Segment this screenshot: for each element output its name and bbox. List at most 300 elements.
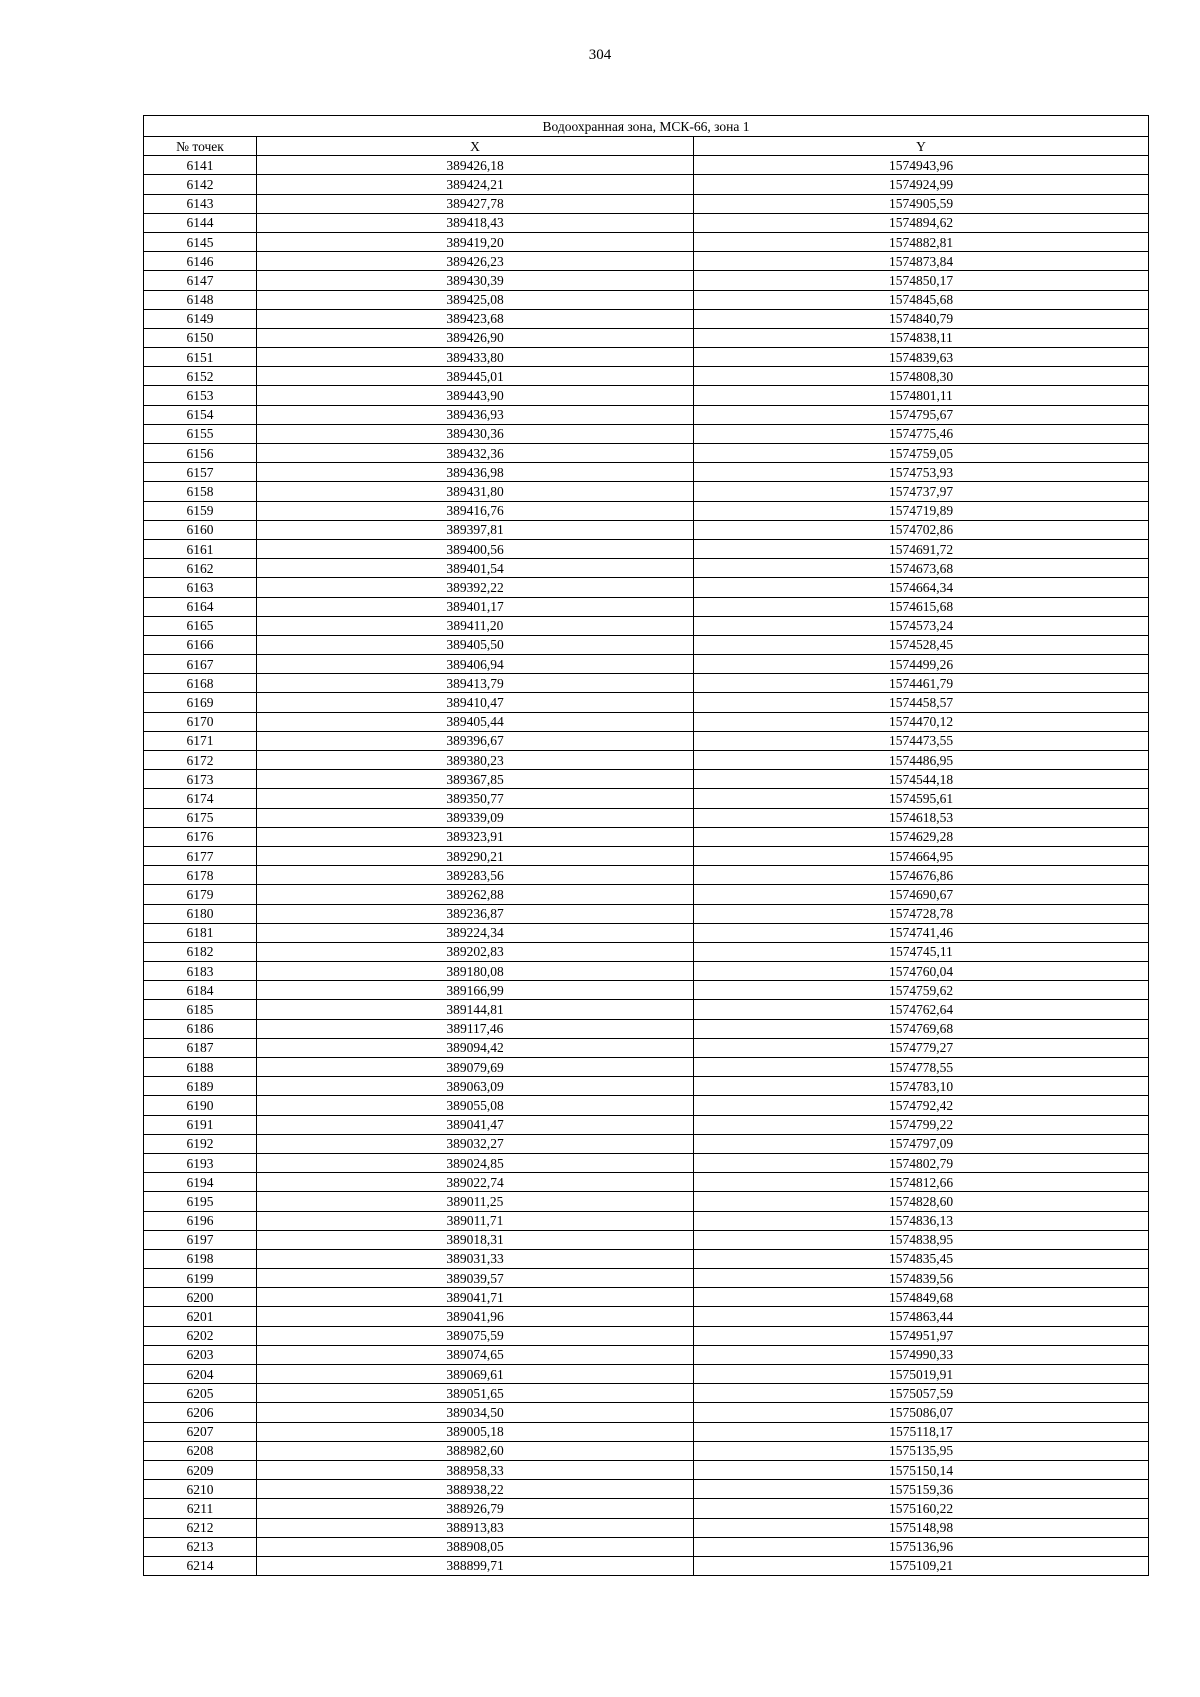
cell-x: 389041,47 [257,1115,694,1134]
table-row [144,1077,1149,1096]
cell-point-number: 6209 [144,1460,257,1479]
cell-x: 389426,18 [257,156,694,175]
cell-y: 1574573,24 [694,616,1149,635]
cell-y: 1575136,96 [694,1537,1149,1556]
cell-y: 1575057,59 [694,1384,1149,1403]
cell-point-number: 6178 [144,866,257,885]
cell-y: 1574835,45 [694,1249,1149,1268]
cell-x: 389401,54 [257,559,694,578]
cell-x: 388938,22 [257,1480,694,1499]
cell-x: 389436,98 [257,463,694,482]
cell-y: 1574799,22 [694,1115,1149,1134]
cell-y: 1574801,11 [694,386,1149,405]
cell-point-number: 6207 [144,1422,257,1441]
cell-y: 1574615,68 [694,597,1149,616]
table-row [144,156,1149,175]
cell-y: 1574499,26 [694,655,1149,674]
cell-point-number: 6143 [144,194,257,213]
cell-point-number: 6212 [144,1518,257,1537]
cell-y: 1574470,12 [694,712,1149,731]
cell-y: 1574838,11 [694,328,1149,347]
cell-point-number: 6157 [144,463,257,482]
cell-point-number: 6180 [144,904,257,923]
table-row [144,635,1149,654]
cell-point-number: 6167 [144,655,257,674]
cell-point-number: 6159 [144,501,257,520]
cell-point-number: 6188 [144,1058,257,1077]
cell-y: 1574759,05 [694,444,1149,463]
table-row [144,213,1149,232]
table-row [144,962,1149,981]
cell-x: 389075,59 [257,1326,694,1345]
cell-x: 389022,74 [257,1173,694,1192]
cell-point-number: 6149 [144,309,257,328]
cell-x: 389426,23 [257,252,694,271]
cell-x: 389405,50 [257,635,694,654]
table-row [144,252,1149,271]
table-row [144,1499,1149,1518]
cell-point-number: 6187 [144,1038,257,1057]
cell-x: 389413,79 [257,674,694,693]
table-row [144,808,1149,827]
cell-point-number: 6166 [144,635,257,654]
table-row [144,1556,1149,1575]
cell-x: 389443,90 [257,386,694,405]
page-number: 304 [588,47,612,63]
cell-y: 1574753,93 [694,463,1149,482]
cell-x: 389011,25 [257,1192,694,1211]
cell-point-number: 6165 [144,616,257,635]
cell-y: 1574873,84 [694,252,1149,271]
cell-x: 389069,61 [257,1365,694,1384]
table-row [144,1518,1149,1537]
cell-y: 1574812,66 [694,1173,1149,1192]
cell-point-number: 6175 [144,808,257,827]
table-row [144,1134,1149,1153]
cell-point-number: 6173 [144,770,257,789]
table-row [144,846,1149,865]
cell-point-number: 6181 [144,923,257,942]
cell-x: 389262,88 [257,885,694,904]
table-row [144,693,1149,712]
table-row [144,1019,1149,1038]
table-row [144,866,1149,885]
table-row [144,1192,1149,1211]
table-row [144,1365,1149,1384]
cell-point-number: 6141 [144,156,257,175]
table-row [144,1403,1149,1422]
cell-x: 389032,27 [257,1134,694,1153]
table-row [144,1345,1149,1364]
cell-x: 389031,33 [257,1249,694,1268]
cell-point-number: 6168 [144,674,257,693]
cell-x: 389024,85 [257,1153,694,1172]
cell-point-number: 6210 [144,1480,257,1499]
cell-point-number: 6186 [144,1019,257,1038]
cell-y: 1575118,17 [694,1422,1149,1441]
cell-x: 389367,85 [257,770,694,789]
header-point-number: № точек [144,137,257,156]
cell-point-number: 6151 [144,348,257,367]
cell-point-number: 6161 [144,539,257,558]
table-row [144,405,1149,424]
cell-y: 1574737,97 [694,482,1149,501]
table-row [144,655,1149,674]
cell-y: 1574845,68 [694,290,1149,309]
table-row [144,904,1149,923]
cell-x: 389051,65 [257,1384,694,1403]
cell-point-number: 6198 [144,1249,257,1268]
cell-x: 389018,31 [257,1230,694,1249]
cell-x: 389236,87 [257,904,694,923]
table-row [144,789,1149,808]
cell-point-number: 6170 [144,712,257,731]
cell-x: 389117,46 [257,1019,694,1038]
cell-x: 389041,71 [257,1288,694,1307]
cell-point-number: 6213 [144,1537,257,1556]
table-row [144,885,1149,904]
table-row [144,597,1149,616]
cell-y: 1574836,13 [694,1211,1149,1230]
table-row [144,578,1149,597]
cell-point-number: 6150 [144,328,257,347]
cell-x: 388926,79 [257,1499,694,1518]
cell-point-number: 6155 [144,424,257,443]
table-row [144,290,1149,309]
cell-point-number: 6199 [144,1269,257,1288]
table-row [144,501,1149,520]
cell-y: 1574629,28 [694,827,1149,846]
table-row [144,1422,1149,1441]
cell-point-number: 6162 [144,559,257,578]
cell-y: 1574702,86 [694,520,1149,539]
cell-y: 1574990,33 [694,1345,1149,1364]
cell-point-number: 6197 [144,1230,257,1249]
cell-y: 1574741,46 [694,923,1149,942]
table-row [144,1000,1149,1019]
table-row [144,942,1149,961]
cell-point-number: 6174 [144,789,257,808]
table-row [144,271,1149,290]
cell-y: 1574778,55 [694,1058,1149,1077]
cell-y: 1574943,96 [694,156,1149,175]
table-row [144,616,1149,635]
table-row [144,1173,1149,1192]
cell-point-number: 6144 [144,213,257,232]
cell-point-number: 6182 [144,942,257,961]
cell-x: 389430,36 [257,424,694,443]
cell-point-number: 6191 [144,1115,257,1134]
cell-x: 389436,93 [257,405,694,424]
cell-y: 1574839,63 [694,348,1149,367]
cell-point-number: 6147 [144,271,257,290]
cell-x: 389166,99 [257,981,694,1000]
cell-x: 389424,21 [257,175,694,194]
table-row [144,1441,1149,1460]
cell-y: 1575086,07 [694,1403,1149,1422]
cell-x: 389427,78 [257,194,694,213]
table-row [144,1211,1149,1230]
cell-y: 1574951,97 [694,1326,1149,1345]
table-row [144,1249,1149,1268]
cell-point-number: 6196 [144,1211,257,1230]
table-row [144,1096,1149,1115]
cell-x: 389224,34 [257,923,694,942]
cell-x: 389283,56 [257,866,694,885]
table-row [144,328,1149,347]
cell-y: 1574828,60 [694,1192,1149,1211]
cell-y: 1574595,61 [694,789,1149,808]
cell-point-number: 6169 [144,693,257,712]
cell-y: 1574719,89 [694,501,1149,520]
cell-y: 1574691,72 [694,539,1149,558]
cell-y: 1574792,42 [694,1096,1149,1115]
cell-point-number: 6202 [144,1326,257,1345]
cell-y: 1575135,95 [694,1441,1149,1460]
cell-x: 389396,67 [257,731,694,750]
table-header-row [144,137,1149,156]
cell-point-number: 6203 [144,1345,257,1364]
cell-point-number: 6153 [144,386,257,405]
table-row [144,482,1149,501]
cell-y: 1575160,22 [694,1499,1149,1518]
cell-point-number: 6208 [144,1441,257,1460]
table-row [144,444,1149,463]
cell-y: 1574924,99 [694,175,1149,194]
cell-x: 389202,83 [257,942,694,961]
cell-y: 1574838,95 [694,1230,1149,1249]
table-row [144,827,1149,846]
cell-x: 389430,39 [257,271,694,290]
table-row [144,1384,1149,1403]
cell-x: 389411,20 [257,616,694,635]
cell-y: 1574797,09 [694,1134,1149,1153]
cell-y: 1575148,98 [694,1518,1149,1537]
cell-point-number: 6192 [144,1134,257,1153]
cell-x: 389400,56 [257,539,694,558]
table-body [144,156,1149,1576]
cell-y: 1574850,17 [694,271,1149,290]
table-row [144,309,1149,328]
cell-y: 1574894,62 [694,213,1149,232]
table-row [144,712,1149,731]
cell-x: 389401,17 [257,597,694,616]
header-x: X [257,137,694,156]
cell-x: 389039,57 [257,1269,694,1288]
cell-point-number: 6185 [144,1000,257,1019]
cell-x: 389423,68 [257,309,694,328]
cell-point-number: 6206 [144,1403,257,1422]
table-row [144,463,1149,482]
cell-x: 389180,08 [257,962,694,981]
cell-y: 1574769,68 [694,1019,1149,1038]
cell-y: 1574676,86 [694,866,1149,885]
cell-y: 1574762,64 [694,1000,1149,1019]
cell-point-number: 6193 [144,1153,257,1172]
cell-x: 389041,96 [257,1307,694,1326]
cell-x: 389011,71 [257,1211,694,1230]
cell-x: 389431,80 [257,482,694,501]
cell-x: 388908,05 [257,1537,694,1556]
cell-y: 1574461,79 [694,674,1149,693]
cell-x: 389380,23 [257,751,694,770]
cell-point-number: 6204 [144,1365,257,1384]
cell-y: 1574808,30 [694,367,1149,386]
cell-y: 1574728,78 [694,904,1149,923]
table-row [144,1288,1149,1307]
cell-x: 388982,60 [257,1441,694,1460]
table-row [144,232,1149,251]
cell-point-number: 6154 [144,405,257,424]
table-row [144,520,1149,539]
cell-y: 1574839,56 [694,1269,1149,1288]
cell-point-number: 6142 [144,175,257,194]
cell-x: 389034,50 [257,1403,694,1422]
table-row [144,424,1149,443]
cell-point-number: 6205 [144,1384,257,1403]
cell-y: 1574802,79 [694,1153,1149,1172]
cell-x: 389433,80 [257,348,694,367]
cell-y: 1574690,67 [694,885,1149,904]
table-caption: Водоохранная зона, МСК-66, зона 1 [144,116,1149,137]
cell-x: 389418,43 [257,213,694,232]
cell-x: 389290,21 [257,846,694,865]
cell-point-number: 6179 [144,885,257,904]
cell-x: 389094,42 [257,1038,694,1057]
cell-point-number: 6158 [144,482,257,501]
cell-x: 389144,81 [257,1000,694,1019]
cell-point-number: 6190 [144,1096,257,1115]
cell-point-number: 6156 [144,444,257,463]
table-row [144,1269,1149,1288]
cell-x: 389055,08 [257,1096,694,1115]
table-row [144,923,1149,942]
cell-x: 389416,76 [257,501,694,520]
header-y: Y [694,137,1149,156]
table-row [144,770,1149,789]
cell-point-number: 6201 [144,1307,257,1326]
cell-x: 389445,01 [257,367,694,386]
table-row [144,1480,1149,1499]
cell-y: 1574849,68 [694,1288,1149,1307]
cell-y: 1574458,57 [694,693,1149,712]
table-row [144,386,1149,405]
cell-x: 389419,20 [257,232,694,251]
cell-y: 1574905,59 [694,194,1149,213]
cell-y: 1574863,44 [694,1307,1149,1326]
cell-y: 1574783,10 [694,1077,1149,1096]
cell-y: 1574882,81 [694,232,1149,251]
cell-x: 388913,83 [257,1518,694,1537]
cell-point-number: 6183 [144,962,257,981]
coordinates-table [143,115,1149,1576]
cell-x: 389074,65 [257,1345,694,1364]
cell-x: 389406,94 [257,655,694,674]
table-row [144,1326,1149,1345]
cell-x: 388958,33 [257,1460,694,1479]
cell-y: 1574673,68 [694,559,1149,578]
cell-x: 389425,08 [257,290,694,309]
cell-point-number: 6164 [144,597,257,616]
cell-point-number: 6176 [144,827,257,846]
cell-y: 1575109,21 [694,1556,1149,1575]
cell-y: 1574486,95 [694,751,1149,770]
cell-x: 389063,09 [257,1077,694,1096]
cell-y: 1575150,14 [694,1460,1149,1479]
cell-y: 1574759,62 [694,981,1149,1000]
cell-y: 1574664,95 [694,846,1149,865]
cell-point-number: 6214 [144,1556,257,1575]
cell-y: 1574618,53 [694,808,1149,827]
cell-x: 389350,77 [257,789,694,808]
cell-y: 1574795,67 [694,405,1149,424]
cell-point-number: 6194 [144,1173,257,1192]
cell-x: 389397,81 [257,520,694,539]
cell-point-number: 6148 [144,290,257,309]
table-row [144,1153,1149,1172]
cell-x: 389405,44 [257,712,694,731]
table-row [144,981,1149,1000]
cell-point-number: 6189 [144,1077,257,1096]
cell-x: 389079,69 [257,1058,694,1077]
cell-point-number: 6200 [144,1288,257,1307]
cell-point-number: 6184 [144,981,257,1000]
table-caption-row [144,116,1149,137]
cell-y: 1574745,11 [694,942,1149,961]
cell-point-number: 6145 [144,232,257,251]
cell-y: 1574840,79 [694,309,1149,328]
cell-y: 1574760,04 [694,962,1149,981]
table-row [144,1038,1149,1057]
cell-point-number: 6163 [144,578,257,597]
cell-point-number: 6171 [144,731,257,750]
cell-x: 389323,91 [257,827,694,846]
cell-point-number: 6172 [144,751,257,770]
table-row [144,1115,1149,1134]
cell-x: 389432,36 [257,444,694,463]
cell-y: 1574775,46 [694,424,1149,443]
cell-x: 389005,18 [257,1422,694,1441]
cell-y: 1574664,34 [694,578,1149,597]
cell-y: 1574544,18 [694,770,1149,789]
table-row [144,674,1149,693]
cell-y: 1574473,55 [694,731,1149,750]
table-row [144,539,1149,558]
table-row [144,194,1149,213]
table-row [144,175,1149,194]
cell-point-number: 6211 [144,1499,257,1518]
cell-y: 1575019,91 [694,1365,1149,1384]
table-row [144,1460,1149,1479]
cell-y: 1575159,36 [694,1480,1149,1499]
table-row [144,1230,1149,1249]
cell-y: 1574779,27 [694,1038,1149,1057]
cell-x: 389339,09 [257,808,694,827]
table-row [144,559,1149,578]
cell-y: 1574528,45 [694,635,1149,654]
table-row [144,1307,1149,1326]
table-row [144,348,1149,367]
cell-point-number: 6177 [144,846,257,865]
table-row [144,367,1149,386]
cell-point-number: 6195 [144,1192,257,1211]
cell-point-number: 6152 [144,367,257,386]
table-row [144,1058,1149,1077]
cell-x: 388899,71 [257,1556,694,1575]
cell-x: 389410,47 [257,693,694,712]
table-row [144,731,1149,750]
cell-point-number: 6160 [144,520,257,539]
